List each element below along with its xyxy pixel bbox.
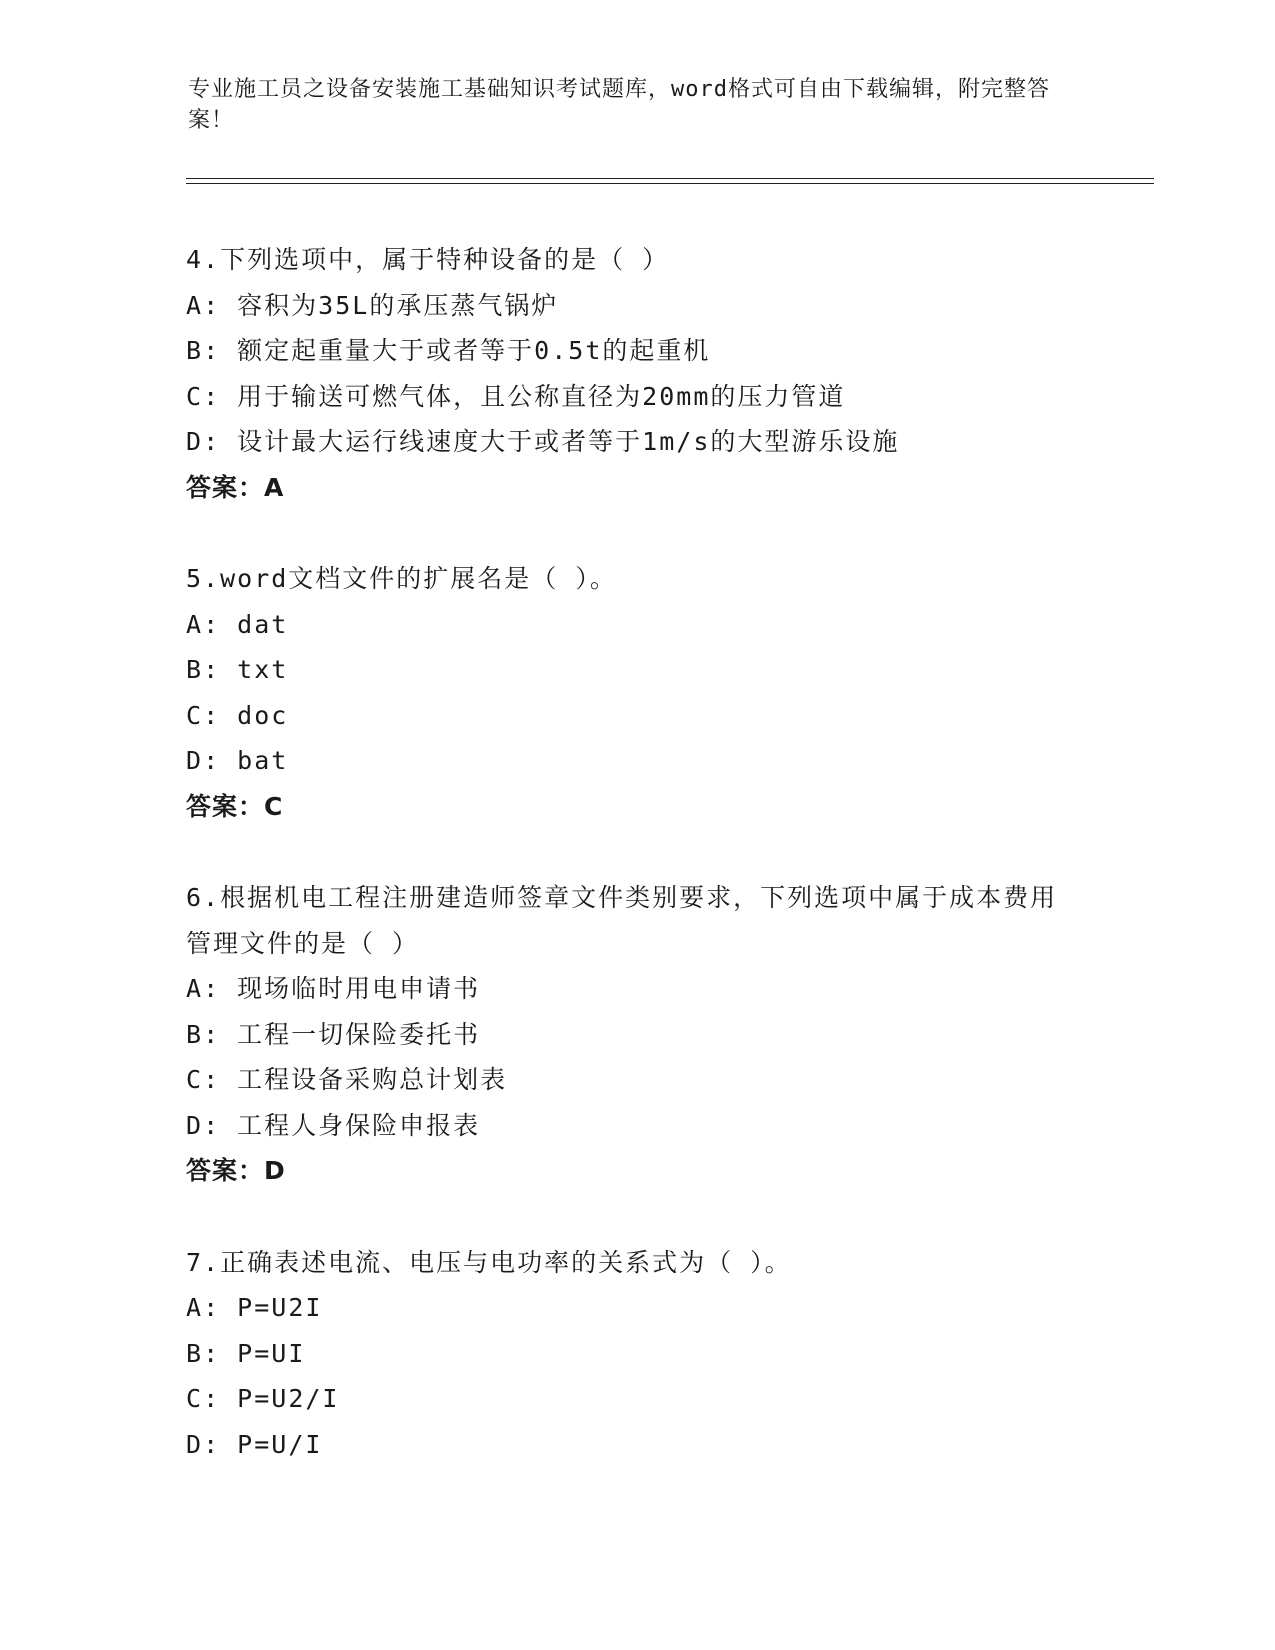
option-letter: D <box>186 427 204 456</box>
answer-label: 答案：A <box>186 472 285 502</box>
option-separator: : <box>203 655 238 684</box>
option-a <box>186 966 1146 1012</box>
option-d <box>186 419 1146 465</box>
option-separator: : <box>203 746 238 775</box>
option-letter: A <box>186 290 204 320</box>
option-letter: B <box>186 1019 204 1049</box>
question-5 <box>186 556 1146 829</box>
option-separator: : <box>203 336 238 365</box>
option-b <box>186 1012 1146 1058</box>
option-letter: B <box>186 336 204 365</box>
option-d <box>186 1422 1146 1468</box>
option-separator: : <box>203 609 238 639</box>
option-letter: A <box>186 974 204 1003</box>
answer-label: 答案：D <box>186 1156 286 1185</box>
option-a <box>186 283 1146 329</box>
answer-label: 答案：C <box>186 791 284 821</box>
option-b <box>186 1331 1146 1377</box>
option-separator: : <box>203 290 238 320</box>
option-text: 工程人身保险申报表 <box>237 1110 481 1140</box>
option-letter: B <box>186 655 204 684</box>
question-stem: 6.根据机电工程注册建造师签章文件类别要求，下列选项中属于成本费用管理文件的是（ ） <box>186 883 1058 958</box>
option-separator: : <box>203 1019 238 1049</box>
option-text: 现场临时用电申请书 <box>237 974 481 1003</box>
option-text: 工程设备采购总计划表 <box>237 1065 508 1094</box>
option-separator: : <box>203 974 238 1003</box>
option-text: P=U2/I <box>237 1384 340 1413</box>
option-text: doc <box>237 700 289 730</box>
option-separator: : <box>203 1429 238 1459</box>
option-separator: : <box>203 1110 238 1140</box>
option-letter: C <box>186 1065 204 1094</box>
option-separator: : <box>203 1065 238 1094</box>
option-c <box>186 374 1146 420</box>
question-stem: 4.下列选项中，属于特种设备的是（ ） <box>186 245 670 274</box>
option-text: bat <box>237 746 289 775</box>
option-text: P=U/I <box>237 1429 323 1459</box>
option-letter: A <box>186 1293 204 1322</box>
option-text: P=U2I <box>237 1293 323 1322</box>
option-separator: : <box>203 1293 238 1322</box>
question-list <box>186 237 1146 1513</box>
option-a <box>186 1285 1146 1331</box>
option-text: 工程一切保险委托书 <box>237 1019 481 1049</box>
header-divider-top <box>186 178 1154 179</box>
option-c <box>186 1057 1146 1103</box>
option-separator: : <box>203 427 238 456</box>
option-c <box>186 1376 1146 1422</box>
option-text: 用于输送可燃气体，且公称直径为20mm的压力管道 <box>237 381 846 411</box>
option-a <box>186 602 1146 648</box>
option-text: 设计最大运行线速度大于或者等于1m/s的大型游乐设施 <box>237 427 900 456</box>
question-stem: 7.正确表述电流、电压与电功率的关系式为（ ）。 <box>186 1247 792 1277</box>
option-letter: C <box>186 381 204 411</box>
question-6 <box>186 875 1146 1194</box>
option-letter: D <box>186 746 204 775</box>
option-b <box>186 328 1146 374</box>
option-text: dat <box>237 609 289 639</box>
option-letter: C <box>186 700 204 730</box>
option-separator: : <box>203 1338 238 1368</box>
question-4 <box>186 237 1146 510</box>
header-divider-bottom <box>186 183 1154 184</box>
option-separator: : <box>203 381 238 411</box>
question-stem: 5.word文档文件的扩展名是（ ）。 <box>186 564 617 593</box>
option-letter: B <box>186 1338 204 1368</box>
option-letter: C <box>186 1384 204 1413</box>
option-text: 额定起重量大于或者等于0.5t的起重机 <box>237 336 711 365</box>
option-text: P=UI <box>237 1338 306 1368</box>
option-text: 容积为35L的承压蒸气锅炉 <box>237 290 559 320</box>
option-b <box>186 647 1146 693</box>
option-c <box>186 693 1146 739</box>
option-letter: A <box>186 609 204 639</box>
option-d <box>186 738 1146 784</box>
option-d <box>186 1103 1146 1149</box>
question-7 <box>186 1240 1146 1468</box>
option-letter: D <box>186 1429 204 1459</box>
option-separator: : <box>203 1384 238 1413</box>
option-text: txt <box>237 655 289 684</box>
document-header: 专业施工员之设备安装施工基础知识考试题库，word格式可自由下载编辑，附完整答案！ <box>188 77 1050 133</box>
option-separator: : <box>203 700 238 730</box>
option-letter: D <box>186 1110 204 1140</box>
